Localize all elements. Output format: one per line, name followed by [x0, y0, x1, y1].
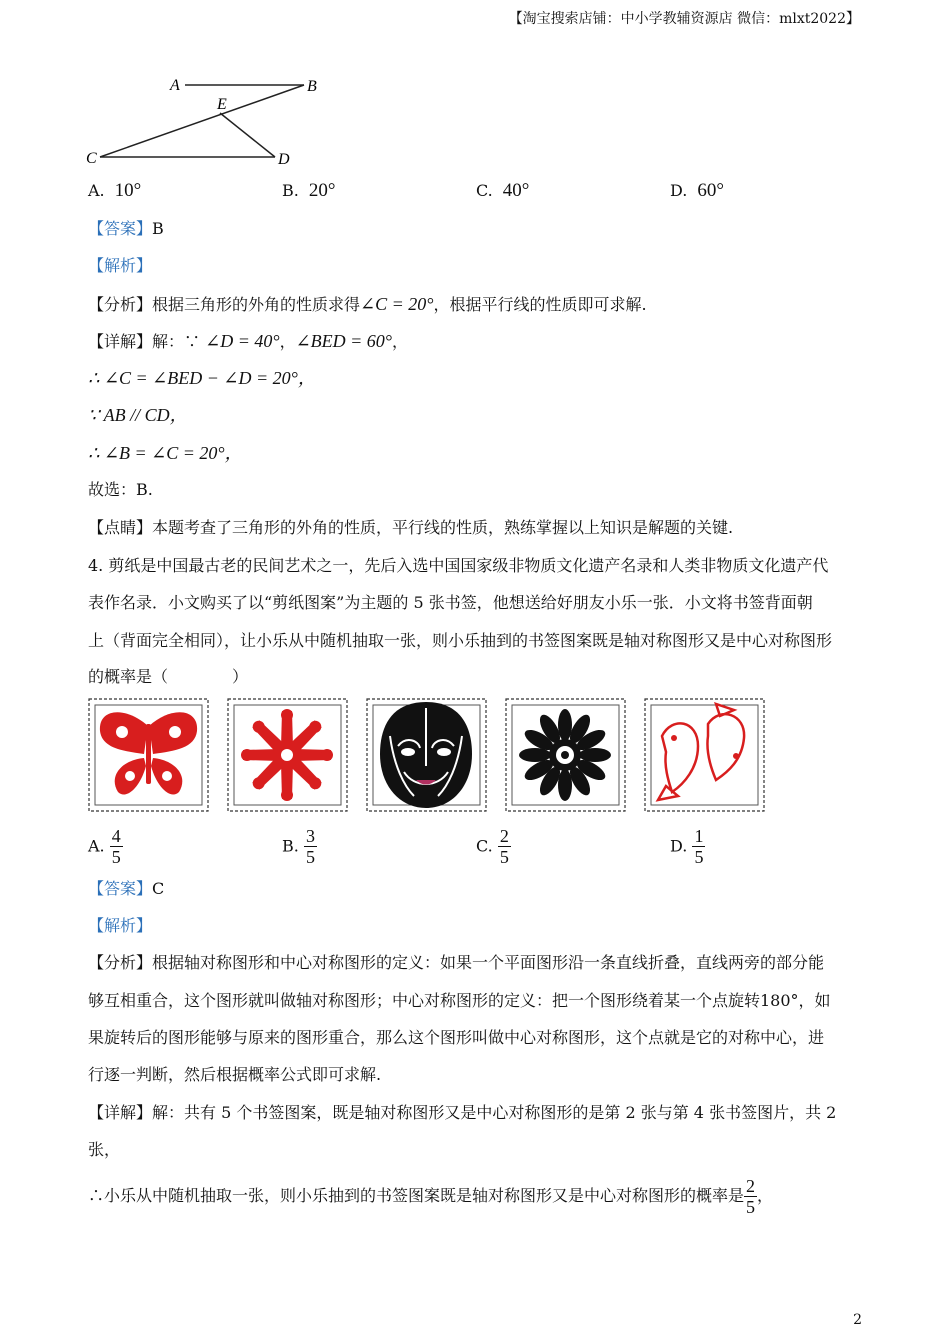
segment-cb [100, 85, 304, 157]
q4-answer: 【答案】C [88, 879, 165, 898]
q4-fenxi-line-2: 够互相重合，这个图形就叫做轴对称图形；中心对称图形的定义：把一个图形绕着某一个点旋转180°，如 [88, 991, 831, 1010]
bookmark-fish [642, 696, 767, 814]
bookmark-opera-mask [364, 696, 489, 814]
label-c: C [86, 150, 97, 167]
q4-option-b: B. $\frac{3}{5}$ [282, 826, 315, 867]
q4-fenxi-line-4: 行逐一判断，然后根据概率公式即可求解. [88, 1065, 382, 1084]
q4-detail-line-1: 【详解】解：共有 5 个书签图案，既是轴对称图形又是中心对称图形的是第 2 张与第 4 张书签图片，共 2 [88, 1103, 837, 1122]
q4-option-d: D. $\frac{1}{5}$ [670, 826, 704, 867]
q4-conclusion: ∴小乐从中随机抽取一张，则小乐抽到的书签图案既是轴对称图形又是中心对称图形的概率是 $\frac{2}{5}$ ， [88, 1176, 774, 1217]
q4-fenxi-line-1: 【分析】根据轴对称图形和中心对称图形的定义：如果一个平面图形沿一条直线折叠，直线两旁的部分能 [88, 953, 825, 972]
q3-step-4: ∴ ∠B = ∠C = 20°， [88, 443, 243, 463]
q4-detail-line-2: 张， [88, 1140, 121, 1159]
label-e: E [217, 96, 227, 113]
q3-analysis-tag: 【解析】 [88, 256, 153, 275]
q3-option-b: B. 20° [282, 180, 336, 201]
q3-fenxi: 【分析】根据三角形的外角的性质求得∠C = 20°，根据平行线的性质即可求解. [88, 294, 647, 314]
label-d: D [278, 151, 290, 168]
q3-option-c: C. 40° [476, 180, 530, 201]
bookmark-snowflake [225, 696, 350, 814]
label-b: B [307, 78, 317, 95]
q4-option-a: A. $\frac{4}{5}$ [88, 826, 121, 867]
page-number: 2 [853, 1312, 862, 1328]
q3-comment: 【点睛】本题考查了三角形的外角的性质，平行线的性质，熟练掌握以上知识是解题的关键. [88, 518, 734, 537]
segment-ed [220, 113, 275, 157]
page-header: 【淘宝搜索店铺：中小学教辅资源店 微信：mlxt2022】 [508, 11, 860, 27]
q3-choose: 故选：B. [88, 480, 153, 499]
q4-stem-line-2: 表作名录．小文购买了以“剪纸图案”为主题的 5 张书签，他想送给好朋友小乐一张．小文将书签背面朝 [88, 593, 813, 612]
q3-option-d: D. 60° [670, 180, 724, 201]
bookmark-mandala [503, 696, 628, 814]
geometry-figure [82, 70, 332, 170]
q3-step-3: ∵ AB // CD， [88, 405, 188, 425]
q3-detail: 【详解】解：∵ ∠D = 40°，∠BED = 60°， [88, 331, 409, 351]
q4-option-c: C. $\frac{2}{5}$ [476, 826, 509, 867]
q4-stem-line-4: 的概率是（ ） [88, 667, 249, 686]
q4-analysis-tag: 【解析】 [88, 916, 153, 935]
label-a: A [170, 77, 180, 94]
q4-stem-line-3: 上（背面完全相同），让小乐从中随机抽取一张，则小乐抽到的书签图案既是轴对称图形又是中心对称图形 [88, 631, 833, 650]
q3-step-2: ∴ ∠C = ∠BED − ∠D = 20°， [88, 368, 316, 388]
q4-stem-line-1: 4. 剪纸是中国最古老的民间艺术之一，先后入选中国国家级非物质文化遗产名录和人类非物质文化遗产代 [88, 556, 829, 575]
q3-option-a: A. 10° [88, 180, 142, 201]
bookmark-butterfly [86, 696, 211, 814]
q3-answer: 【答案】B [88, 219, 164, 238]
q4-fenxi-line-3: 果旋转后的图形能够与原来的图形重合，那么这个图形叫做中心对称图形，这个点就是它的对称中心，进 [88, 1028, 825, 1047]
